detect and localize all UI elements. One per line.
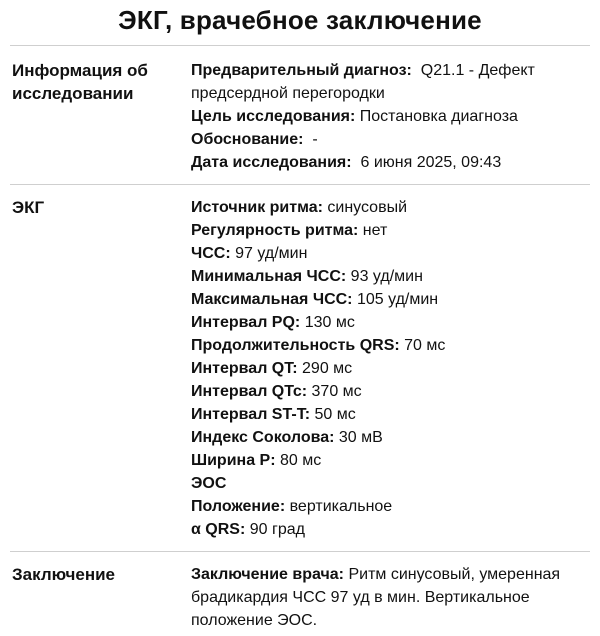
field-key: ЧСС: xyxy=(191,245,231,262)
field-qrs-duration xyxy=(191,334,592,357)
field-pq-interval xyxy=(191,311,592,334)
field-key: Интервал PQ: xyxy=(191,314,301,331)
field-value: 93 уд/мин xyxy=(350,268,423,285)
field-key: Интервал ST-T: xyxy=(191,406,311,423)
field-p-width xyxy=(191,449,592,472)
field-max-heart-rate xyxy=(191,288,592,311)
field-value: 30 мВ xyxy=(338,429,383,446)
section-label-ecg: ЭКГ xyxy=(12,198,45,217)
field-key: α QRS: xyxy=(191,521,246,538)
field-eos-position xyxy=(191,495,592,518)
section-label-conclusion: Заключение xyxy=(12,565,115,584)
subheading-eos: ЭОС xyxy=(191,475,227,492)
field-key: Ширина P: xyxy=(191,452,276,469)
field-value: 370 мс xyxy=(311,383,362,400)
section-study-info xyxy=(0,46,600,184)
field-value: 6 июня 2025, 09:43 xyxy=(360,154,502,171)
field-value: 97 уд/мин xyxy=(235,245,308,262)
section-label-study-info xyxy=(12,59,191,174)
field-value: 130 мс xyxy=(304,314,355,331)
field-key: Регулярность ритма: xyxy=(191,222,359,239)
field-qtc-interval xyxy=(191,380,592,403)
field-study-date xyxy=(191,151,592,174)
field-value: 105 уд/мин xyxy=(356,291,439,308)
field-key: Обоснование: xyxy=(191,131,304,148)
field-rhythm-source xyxy=(191,196,592,219)
field-key: Индекс Соколова: xyxy=(191,429,335,446)
field-value: 80 мс xyxy=(279,452,322,469)
field-value: 90 град xyxy=(249,521,305,538)
field-rhythm-regularity xyxy=(191,219,592,242)
field-key: Дата исследования: xyxy=(191,154,352,171)
field-doctor-conclusion xyxy=(191,563,592,632)
field-key: Заключение врача: xyxy=(191,566,344,583)
field-st-t-interval xyxy=(191,403,592,426)
field-heart-rate xyxy=(191,242,592,265)
field-value: - xyxy=(312,131,318,148)
field-key: Предварительный диагноз: xyxy=(191,62,412,79)
field-value: вертикальное xyxy=(289,498,393,515)
section-body-study-info xyxy=(191,59,600,174)
field-sokolow-index xyxy=(191,426,592,449)
section-label-line: Информация об xyxy=(12,61,148,80)
field-key: Цель исследования: xyxy=(191,108,356,125)
field-key: Источник ритма: xyxy=(191,199,323,216)
section-conclusion xyxy=(0,552,600,636)
field-qt-interval xyxy=(191,357,592,380)
field-value: синусовый xyxy=(327,199,407,216)
field-value: 70 мс xyxy=(404,337,446,354)
field-value: 50 мс xyxy=(314,406,356,423)
field-justification xyxy=(191,128,592,151)
field-value: 290 мс xyxy=(302,360,353,377)
field-value: Q21.1 - Дефект предсердной перегородки xyxy=(191,62,535,102)
section-body-conclusion xyxy=(191,563,600,632)
section-body-ecg xyxy=(191,196,600,541)
field-min-heart-rate xyxy=(191,265,592,288)
field-preliminary-diagnosis xyxy=(191,59,592,105)
field-key: Продолжительность QRS: xyxy=(191,337,400,354)
field-value: Постановка диагноза xyxy=(359,108,518,125)
section-ecg xyxy=(0,185,600,551)
field-key: Минимальная ЧСС: xyxy=(191,268,347,285)
field-key: Интервал QTc: xyxy=(191,383,308,400)
field-key: Положение: xyxy=(191,498,286,515)
field-value: Ритм синусовый, умеренная брадикардия ЧСС 97 уд в мин. Вертикальное положение ЭОС. xyxy=(191,566,561,629)
page-title: ЭКГ, врачебное заключение xyxy=(118,5,482,35)
section-label-line: исследовании xyxy=(12,84,134,103)
field-key: Интервал QT: xyxy=(191,360,298,377)
field-value: нет xyxy=(362,222,388,239)
field-study-purpose xyxy=(191,105,592,128)
field-alpha-qrs xyxy=(191,518,592,541)
field-key: Максимальная ЧСС: xyxy=(191,291,353,308)
